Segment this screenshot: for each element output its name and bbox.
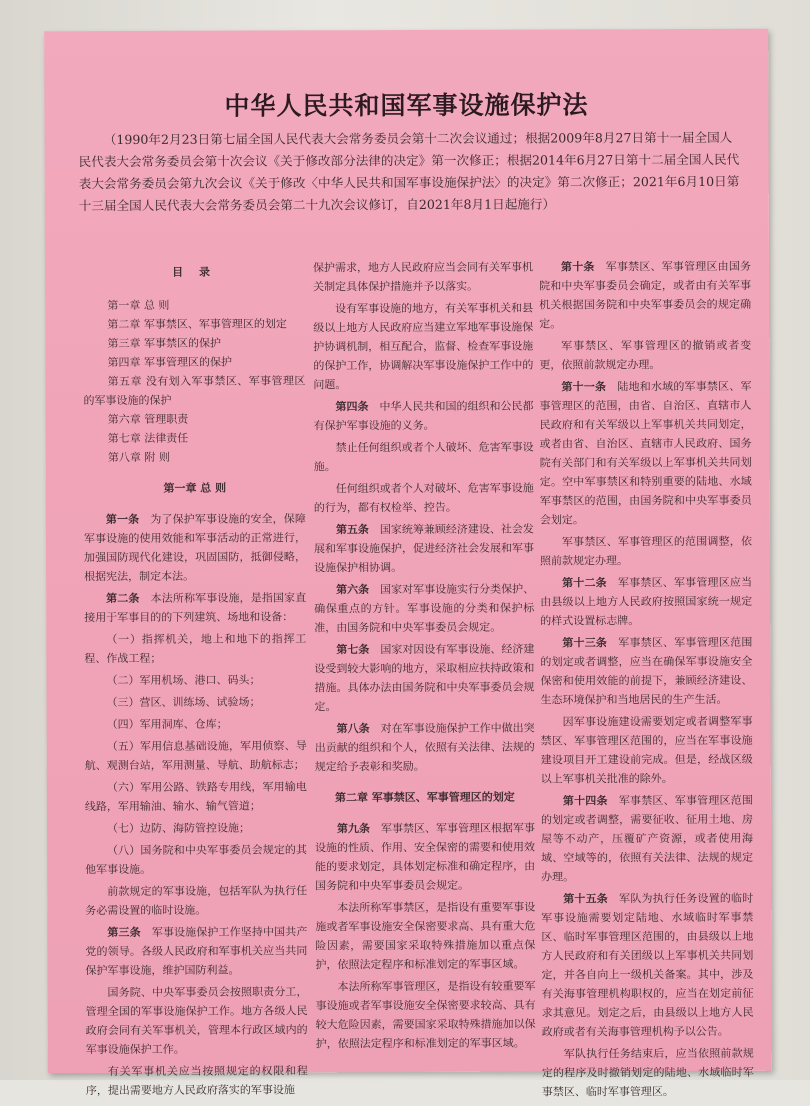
column-middle-paragraphs-a <box>313 258 535 777</box>
article-paragraph <box>86 982 308 1059</box>
article-text: 军事设施保护工作坚持中国共产党的领导。各级人民政府和军事机关应当共同保护军事设施，维护国防利益。 <box>85 925 308 978</box>
article-paragraph <box>539 257 751 334</box>
toc-item: 第七章 法律责任 <box>107 431 189 446</box>
article-text: 军事禁区、军事管理区范围的划定或者调整，应当在确保军事设施安全保密和使用效能的前提下，兼顾经济建设、生态环境保护和当地居民的生产生活。 <box>540 635 753 707</box>
toc-heading: 目 录 <box>172 265 216 279</box>
article-text: （四）军用洞库、仓库； <box>106 717 228 732</box>
toc-item: 第二章 军事禁区、军事管理区的划定 <box>107 317 287 332</box>
article-number: 第二条 <box>106 591 151 606</box>
article-paragraph <box>313 397 533 436</box>
article-text: 禁止任何组织或者个人破坏、危害军事设施。 <box>313 440 534 474</box>
toc-item: 第六章 管理职责 <box>107 412 189 427</box>
column-right-paragraphs <box>539 257 754 1102</box>
article-paragraph <box>314 580 534 638</box>
article-text: 国家统筹兼顾经济建设、社会发展和军事设施保护，促进经济社会发展和军事设施保护相协调。 <box>313 522 535 575</box>
article-paragraph <box>85 777 307 816</box>
article-paragraph <box>539 336 751 375</box>
article-text: 因军事设施建设需要划定或者调整军事禁区、军事管理区范围的，应当在军事设施建设项目开工建设前完成。但是，经战区级以上军事机关批准的除外。 <box>540 714 753 786</box>
article-paragraph <box>315 977 535 1054</box>
article-text: 中华人民共和国的组织和公民都有保护军事设施的义务。 <box>313 399 534 433</box>
article-paragraph <box>315 898 535 975</box>
article-number: 第三条 <box>107 925 152 940</box>
article-paragraph <box>540 633 752 710</box>
article-number: 第七条 <box>336 643 381 657</box>
article-number: 第十五条 <box>563 892 620 906</box>
article-text: （一）指挥机关，地上和地下的指挥工程、作战工程； <box>84 632 307 666</box>
article-text: 军事禁区、军事管理区的范围调整，依照前款规定办理。 <box>540 534 752 568</box>
article-number: 第十一条 <box>561 380 618 394</box>
article-paragraph <box>85 736 307 775</box>
column-middle-paragraphs-b <box>315 819 536 1054</box>
article-paragraph <box>541 712 753 789</box>
column-middle <box>313 258 536 1057</box>
article-paragraph <box>314 640 534 717</box>
article-paragraph <box>539 377 752 530</box>
article-text: 军队执行任务结束后，应当依照前款规定的程序及时撤销划定的陆地、水域临时军事禁区、临时军事管理区。 <box>541 1046 754 1099</box>
article-paragraph <box>86 1061 308 1100</box>
article-text: 军事禁区、军事管理区由国务院和中央军事委员会确定，或者由有关军事机关根据国务院和中央军事委员会的规定确定。 <box>539 259 752 331</box>
article-text: 军事禁区、军事管理区根据军事设施的性质、作用、安全保密的需要和使用效能的要求划定，具体划定标准和确定程序，由国务院和中央军事委员会规定。 <box>315 821 536 893</box>
table-of-contents <box>83 295 306 467</box>
article-paragraph <box>542 1044 754 1102</box>
article-text: 国务院、中央军事委员会按照职责分工，管理全国的军事设施保护工作。地方各级人民政府会同有关军事机关，管理本行政区域内的军事设施保护工作。 <box>85 985 308 1057</box>
article-number: 第十二条 <box>562 576 619 590</box>
article-paragraph <box>314 479 534 518</box>
article-text: 前款规定的军事设施，包括军队为执行任务必需设置的临时设施。 <box>85 884 308 918</box>
article-paragraph <box>85 714 307 734</box>
article-text: 本法所称军事设施，是指国家直接用于军事目的的下列建筑、场地和设备： <box>84 591 307 625</box>
article-paragraph <box>85 818 307 838</box>
chapter-heading-2: 第二章 军事禁区、军事管理区的划定 <box>334 790 515 805</box>
article-number: 第六条 <box>336 583 381 597</box>
article-paragraph <box>315 819 535 896</box>
article-text: 国家对军事设施实行分类保护、确保重点的方针。军事设施的分类和保护标准，由国务院和中央军事委员会规定。 <box>314 582 535 635</box>
article-text: （五）军用信息基础设施，军用侦察、导航、观测台站，军用测量、导航、助航标志； <box>84 739 307 773</box>
toc-item: 第八章 附 则 <box>107 450 170 465</box>
article-paragraph <box>85 840 307 879</box>
article-text: 有关军事机关应当按照规定的权限和程序，提出需要地方人民政府落实的军事设施 <box>85 1064 308 1098</box>
article-text: 本法所称军事禁区，是指设有重要军事设施或者军事设施安全保密要求高、具有重大危险因素，需要国家采取特殊措施加以重点保护，依照法定程序和标准划定的军事区域。 <box>315 900 536 972</box>
article-paragraph <box>541 791 753 887</box>
article-text: 军事禁区、军事管理区应当由县级以上地方人民政府按照国家统一规定的样式设置标志牌。 <box>540 575 753 628</box>
article-paragraph <box>541 889 754 1042</box>
toc-item: 第四章 军事管理区的保护 <box>107 355 233 370</box>
article-number: 第五条 <box>335 523 380 537</box>
law-document-sheet <box>44 29 772 1099</box>
toc-item: 第三章 军事禁区的保护 <box>107 336 221 351</box>
article-text: 军事禁区、军事管理区的撤销或者变更，依照前款规定办理。 <box>539 338 752 372</box>
article-paragraph <box>84 670 306 690</box>
article-paragraph <box>540 532 752 571</box>
article-text: （六）军用公路、铁路专用线，军用输电线路，军用输油、输水、输气管道； <box>84 780 307 814</box>
column-left-paragraphs <box>84 509 308 1100</box>
article-text: 为了保护军事设施的安全，保障军事设施的使用效能和军事活动的正常进行，加强国防现代化建设，巩固国防，抵御侵略，根据宪法，制定本法。 <box>83 512 307 584</box>
article-paragraph <box>540 573 752 631</box>
article-text: 任何组织或者个人对破坏、危害军事设施的行为，都有权检举、控告。 <box>313 481 534 515</box>
document-title: 中华人民共和国军事设施保护法 <box>224 90 589 121</box>
article-paragraph <box>313 258 533 297</box>
article-number: 第十三条 <box>562 636 619 650</box>
article-paragraph <box>313 299 533 395</box>
column-left <box>83 258 308 1103</box>
toc-item: 第一章 总 则 <box>107 298 170 313</box>
chapter-heading-1: 第一章 总 则 <box>163 481 227 495</box>
article-text: 军队为执行任务设置的临时军事设施需要划定陆地、水域临时军事禁区、临时军事管理区范围的，由县级以上地方人民政府和有关团级以上军事机关共同划定，并各自向上一级机关备案。其中，涉及有关海事管理机构职权的，应当在划定前征求其意见。划定之后，由县级以上地方人民政府或者有关海事管理机构予以公告。 <box>541 891 754 1039</box>
article-text: （八）国务院和中央军事委员会规定的其他军事设施。 <box>85 843 308 877</box>
article-text: 保护需求，地方人民政府应当会同有关军事机关制定具体保护措施并予以落实。 <box>312 260 534 294</box>
article-text: 对在军事设施保护工作中做出突出贡献的组织和个人，依照有关法律、法规的规定给予表彰和奖励。 <box>314 721 535 774</box>
article-number: 第一条 <box>105 512 151 527</box>
article-text: 本法所称军事管理区，是指设有较重要军事设施或者军事设施安全保密要求较高、具有较大危险因素，需要国家采取特殊措施加以保护，依照法定程序和标准划定的军事区域。 <box>315 979 536 1051</box>
article-paragraph <box>85 922 307 980</box>
article-number: 第八条 <box>336 722 381 736</box>
article-text: 陆地和水域的军事禁区、军事管理区的范围，由省、自治区、直辖市人民政府和有关军级以上军事机关共同划定，或者由省、自治区、直辖市人民政府、国务院有关部门和有关军级以上军事机关共同划定。空中军事禁区和特别重要的陆地、水域军事禁区的范围，由国务院和中央军事委员会划定。 <box>539 379 752 527</box>
article-text: （三）营区、训练场、试验场； <box>106 695 261 710</box>
preamble: （1990年2月23日第七届全国人民代表大会常务委员会第十二次会议通过；根据2009年8月27日第十一届全国人民代表大会常务委员会第十次会议《关于修改部分法律的决定》第一次修正；根据2014年6月27日第十二届全国人民代表大会常务委员会第九次会议《关于修改〈中华人民共和国军事设施保护法〉的决定》第二次修正；2021年6月10日第十三届全国人民代表大会常务委员会第二十九次会议修订，自2021年8月1日起施行） <box>78 129 740 214</box>
article-paragraph <box>85 881 307 920</box>
article-number: 第九条 <box>336 822 381 836</box>
toc-item: 第五章 没有划入军事禁区、军事管理区的军事设施的保护 <box>83 374 306 408</box>
article-text: 国家对因设有军事设施、经济建设受到较大影响的地方，采取相应扶持政策和措施。具体办法由国务院和中央军事委员会规定。 <box>314 642 535 714</box>
article-number: 第十四条 <box>562 794 619 808</box>
article-paragraph <box>315 719 535 777</box>
article-text: 军事禁区、军事管理区范围的划定或者调整，需要征收、征用土地、房屋等不动产，压覆矿产资源，或者使用海域、空域等的，依照有关法律、法规的规定办理。 <box>540 793 754 884</box>
article-text: 设有军事设施的地方，有关军事机关和县级以上地方人民政府应当建立军地军事设施保护协调机制，相互配合，监督、检查军事设施的保护工作，协调解决军事设施保护工作中的问题。 <box>313 301 534 392</box>
article-paragraph <box>84 692 306 712</box>
article-number: 第四条 <box>335 400 380 414</box>
article-text: （七）边防、海防管控设施； <box>106 821 250 836</box>
article-paragraph <box>84 629 306 668</box>
article-number: 第十条 <box>560 260 606 274</box>
article-paragraph <box>314 438 534 477</box>
article-paragraph <box>84 588 306 627</box>
article-paragraph <box>84 509 306 586</box>
article-paragraph <box>314 520 534 578</box>
article-text: （二）军用机场、港口、码头； <box>106 673 261 688</box>
column-right <box>539 257 754 1105</box>
